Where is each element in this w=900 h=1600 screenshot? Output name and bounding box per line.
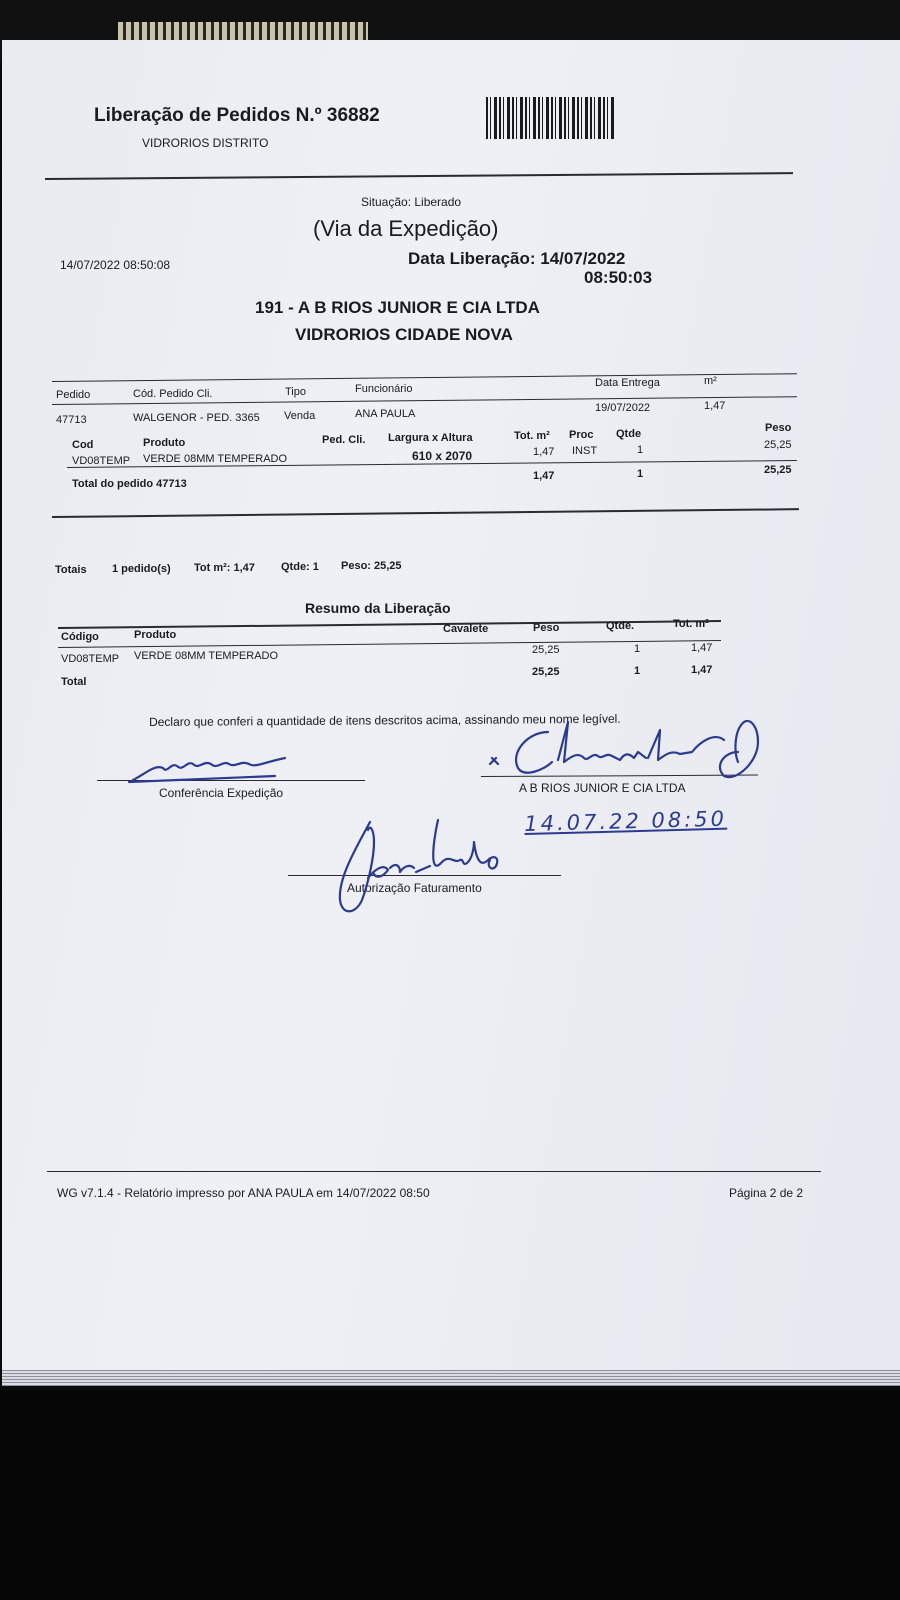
order-tipo: Venda (284, 410, 316, 422)
item-ped-cli-header: Ped. Cli. (322, 434, 366, 446)
item-peso: 25,25 (764, 439, 792, 451)
summary-total-qtde: 1 (634, 665, 641, 677)
declaration-text: Declaro que conferi a quantidade de itens descritos acima, assinando meu nome legível. (148, 711, 621, 729)
order-total-qtde: 1 (637, 468, 644, 480)
release-date: Data Liberação: 14/07/2022 (408, 249, 626, 268)
document-title: Liberação de Pedidos N.º 36882 (94, 105, 380, 126)
item-qtde: 1 (637, 444, 644, 456)
item-qtde-header: Qtde (616, 428, 642, 440)
client-name: 191 - A B RIOS JUNIOR E CIA LTDA (255, 298, 540, 317)
order-m2: 1,47 (704, 400, 726, 412)
order-pedido: 47713 (56, 414, 87, 426)
client-store: VIDRORIOS CIDADE NOVA (295, 325, 513, 344)
totals-peso: Peso: 25,25 (341, 560, 402, 572)
col-tipo-header: Tipo (285, 386, 306, 398)
summary-peso-header: Peso (533, 622, 560, 634)
order-cod-pedido-cli: WALGENOR - PED. 3365 (133, 412, 260, 424)
totals-pedidos: 1 pedido(s) (112, 563, 171, 575)
col-cod-pedido-cli-header: Cód. Pedido Cli. (133, 388, 213, 400)
item-proc: INST (572, 445, 598, 457)
item-tot-m2: 1,47 (533, 446, 555, 458)
summary-total-tot-m2: 1,47 (691, 664, 713, 676)
item-largura-altura: 610 x 2070 (412, 449, 473, 463)
item-tot-m2-header: Tot. m² (514, 430, 550, 442)
col-pedido-header: Pedido (56, 389, 91, 401)
summary-qtde-header: Qtde. (606, 620, 635, 632)
autorizacao-handwritten-signature (330, 818, 520, 928)
item-peso-header: Peso (765, 422, 792, 434)
totals-qtde: Qtde: 1 (281, 561, 319, 573)
col-funcionario-header: Funcionário (355, 383, 413, 395)
order-total-peso: 25,25 (764, 464, 792, 476)
item-cod-header: Cod (72, 439, 94, 451)
conferencia-label: Conferência Expedição (159, 786, 284, 800)
summary-produto-header: Produto (134, 629, 177, 641)
summary-tot-m2: 1,47 (691, 642, 713, 654)
footer-page-number: Página 2 de 2 (729, 1186, 804, 1200)
status-label: Situação: Liberado (361, 195, 462, 209)
paper-stack-edges (2, 1368, 900, 1386)
order-total-label: Total do pedido 47713 (72, 478, 187, 490)
order-total-tot-m2: 1,47 (533, 470, 555, 482)
summary-peso: 25,25 (532, 644, 560, 656)
item-produto-header: Produto (143, 437, 186, 449)
totals-tot-m2: Tot m²: 1,47 (194, 562, 255, 574)
col-m2-header: m² (704, 375, 717, 387)
summary-tot-m2-header: Tot. m² (673, 618, 709, 630)
summary-cavalete-header: Cavalete (443, 623, 489, 635)
summary-title: Resumo da Liberação (305, 600, 451, 616)
summary-produto: VERDE 08MM TEMPERADO (134, 650, 279, 662)
barcode-icon (486, 97, 616, 139)
col-data-entrega-header: Data Entrega (595, 377, 660, 389)
release-time: 08:50:03 (584, 268, 653, 287)
summary-total-peso: 25,25 (532, 666, 560, 678)
handwritten-datetime: 14.07.22 08:50 (524, 806, 728, 836)
order-funcionario: ANA PAULA (355, 408, 416, 420)
autorizacao-label: Autorização Faturamento (347, 881, 482, 895)
item-proc-header: Proc (569, 429, 594, 441)
item-largura-altura-header: Largura x Altura (388, 432, 473, 444)
summary-codigo-header: Código (61, 631, 99, 643)
totals-label: Totais (55, 564, 87, 576)
summary-total-label: Total (61, 676, 87, 688)
summary-codigo: VD08TEMP (61, 653, 120, 665)
dark-background-bottom (0, 1390, 900, 1600)
footer-print-info: WG v7.1.4 - Relatório impresso por ANA PAULA em 14/07/2022 08:50 (57, 1186, 430, 1200)
client-signature-label: A B RIOS JUNIOR E CIA LTDA (519, 781, 686, 795)
company-name: VIDRORIOS DISTRITO (142, 136, 269, 150)
order-data-entrega: 19/07/2022 (595, 402, 651, 414)
client-handwritten-signature (488, 712, 778, 787)
summary-qtde: 1 (634, 643, 641, 655)
item-produto: VERDE 08MM TEMPERADO (143, 453, 288, 465)
item-cod: VD08TEMP (72, 455, 131, 467)
print-datetime: 14/07/2022 08:50:08 (60, 258, 171, 272)
copy-label: (Via da Expedição) (313, 216, 499, 241)
footer-rule (47, 1171, 821, 1172)
conferencia-handwritten-signature (125, 752, 295, 787)
